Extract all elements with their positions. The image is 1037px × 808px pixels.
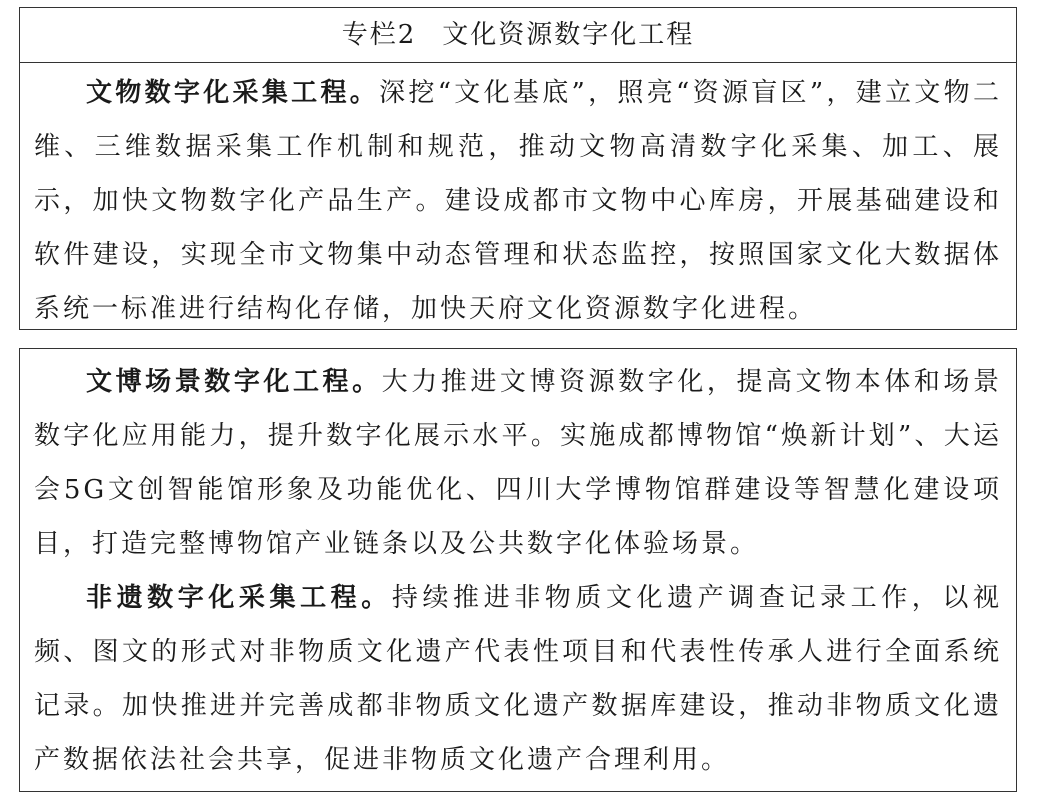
column-title-text: 文化资源数字化工程: [442, 20, 695, 50]
column-body: [20, 349, 1016, 787]
paragraph-museum-scene-digitization: [34, 355, 1002, 571]
column-box-2: [19, 348, 1017, 792]
paragraph-intangible-heritage-digitization: [34, 571, 1002, 787]
paragraph-body: 持续推进非物质文化遗产调查记录工作，以视频、图文的形式对非物质文化遗产代表性项目和代表性传承人进行全面系统记录。加快推进并完善成都非物质文化遗产数据库建设，推动非物质文化遗产数据依法社会共享，促进非物质文化遗产合理利用。: [34, 583, 1002, 775]
column-body: [20, 63, 1016, 336]
paragraph-lead: 文博场景数字化工程。: [86, 367, 382, 397]
paragraph-lead: 文物数字化采集工程。: [86, 78, 380, 108]
paragraph-cultural-relics-digitization: [34, 66, 1002, 336]
paragraph-body: 大力推进文博资源数字化，提高文物本体和场景数字化应用能力，提升数字化展示水平。实施成都博物馆“焕新计划”、大运会5G文创智能馆形象及功能优化、四川大学博物馆群建设等智慧化建设项目，打造完整博物馆产业链条以及公共数字化体验场景。: [34, 367, 1002, 559]
paragraph-lead: 非遗数字化采集工程。: [86, 583, 392, 613]
column-title: [20, 8, 1016, 63]
column-box-1: [19, 7, 1017, 330]
column-label: 专栏2: [341, 20, 417, 50]
paragraph-body: 深挖“文化基底”，照亮“资源盲区”，建立文物二维、三维数据采集工作机制和规范，推动文物高清数字化采集、加工、展示，加快文物数字化产品生产。建设成都市文物中心库房，开展基础建设和软件建设，实现全市文物集中动态管理和状态监控，按照国家文化大数据体系统一标准进行结构化存储，加快天府文化资源数字化进程。: [34, 78, 1002, 324]
